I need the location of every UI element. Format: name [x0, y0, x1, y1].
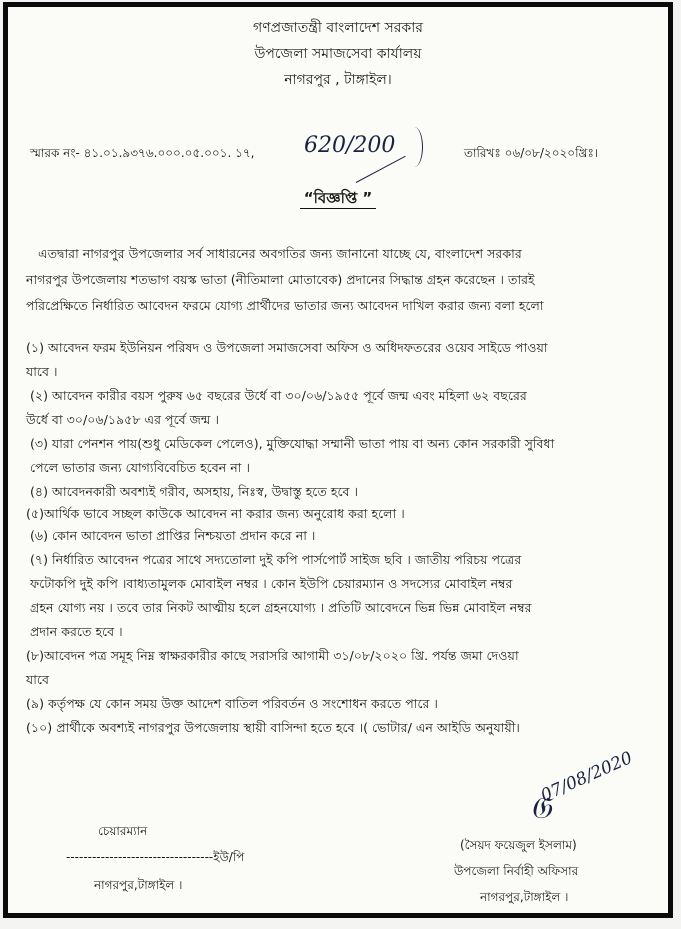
officer-name: (সৈয়দ ফয়েজুল ইসলাম) — [460, 838, 577, 852]
chairman-location: নাগরপুর,টাঙ্গাইল । — [94, 878, 183, 892]
item-9: (৯) কর্তৃপক্ষ যে কোন সময় উক্ত আদেশ বাতিল পরিবর্তন ও সংশোধন করতে পারে । — [26, 696, 438, 711]
item-5: (৫)আর্থিক ভাবে সচ্ছল কাউকে আবেদন না করার জন্য অনুরোধ করা হলো । — [26, 506, 405, 521]
chairman-title: চেয়ারম্যান — [98, 824, 148, 838]
item-2-line-2: উর্ধে বা ৩০/০৬/১৯৫৮ এর পূর্বে জন্ম । — [26, 412, 219, 427]
item-3-line-2: পেলে ভাতার জন্য যোগ্যবিবেচিত হবেন না । — [30, 460, 250, 475]
notice-title: “বিজ্ঞপ্তি ” — [8, 187, 668, 212]
item-1-line-1: (১) আবেদন ফরম ইউনিয়ন পরিষদ ও উপজেলা সমাজসেবা অফিস ও অধিদফতরের ওয়েব সাইডে পাওয়া — [26, 340, 548, 355]
union-parishad-line: ----------------------------------ইউ/পি — [66, 850, 245, 864]
item-8-line-2: যাবে — [26, 672, 49, 687]
handwritten-stroke — [356, 156, 406, 183]
signature-scribble: 𝔊 — [530, 791, 552, 826]
notice-date: তারিখঃ ০৬/০৮/২০২০খ্রিঃ। — [464, 146, 599, 160]
item-7-line-2: ফটোকপি দুই কপি ।বাধ্যতামুলক মোবাইল নম্বর । কোন ইউপি চেয়ারম্যান ও সদস্যের মোবাইল নম্বর — [30, 576, 513, 591]
memo-number — [30, 145, 255, 165]
item-3-line-1: (৩) যারা পেনশন পায়(শুধু মেডিকেল পেলেও), মুক্তিযোদ্ধা সম্মানী ভাতা পায় বা অন্য কোন সরকারী সুবিধা — [30, 436, 555, 451]
item-4: (৪) আবেদনকারী অবশ্যই গরীব, অসহায়, নিঃস্ব, উদ্বাস্তু হতে হবে । — [30, 484, 359, 499]
memo-label: স্মারক নং- ৪১.০১.৯৩৭৬.০০০.০৫.০০১. ১৭, — [30, 146, 255, 160]
handwritten-signature-date: 07/08/2020 — [537, 748, 636, 807]
item-2-line-1: (২) আবেদন কারীর বয়স পুরুষ ৬৫ বছরের উর্ধে বা ৩০/০৬/১৯৫৫ পূর্বে জন্ম এবং মহিলা ৬২ বছরের — [30, 388, 527, 403]
item-7-line-3: গ্রহন যোগ্য নয় । তবে তার নিকট আত্মীয় হলে গ্রহনযোগ্য । প্রতিটি আবেদনে ভিন্ন ভিন্ন মোবাইল নম্বর — [30, 600, 532, 615]
intro-line-1: এতদ্বারা নাগরপুর উপজেলার সর্ব সাধারনের অবগতির জন্য জানানো যাচ্ছে যে, বাংলাদেশ সরকার — [38, 246, 522, 261]
item-8-line-1: (৮)আবেদন পত্র সমূহ নিম্ন স্বাক্ষরকারীর কাছে সরাসরি আগামী ৩১/০৮/২০২০ খ্রি. পর্যন্ত জমা দেওয়া — [26, 648, 519, 663]
intro-line-2: নাগরপুর উপজেলায় শতভাগ বয়স্ক ভাতা (নীতিমালা মোতাবেক) প্রদানের সিদ্ধান্ত গ্রহন করেছেন । তারই — [26, 272, 535, 287]
office-name: উপজেলা সমাজসেবা কার্যালয় — [254, 46, 422, 62]
office-location: নাগরপুর , টাঙ্গাইল। — [284, 72, 392, 88]
handwritten-bracket — [406, 127, 423, 167]
item-7-line-4: প্রদান করতে হবে । — [30, 624, 123, 639]
item-6: (৬) কোন আবেদন ভাতা প্রাপ্তির নিশ্চয়তা প্রদান করে না । — [30, 528, 316, 543]
intro-line-3: পরিপ্রেক্ষিতে নির্ধারিত আবেদন ফরমে যোগ্য প্রার্থীদের ভাতার জন্য আবেদন দাখিল করার জন্য বলা হলো — [26, 298, 544, 313]
government-header: গণপ্রজাতন্ত্রী বাংলাদেশ সরকার — [253, 20, 423, 36]
officer-location: নাগরপুর,টাঙ্গাইল । — [480, 890, 569, 904]
item-1-line-2: যাবে । — [26, 364, 58, 379]
handwritten-memo-number: 620/200 — [304, 133, 396, 158]
officer-designation: উপজেলা নির্বাহী অফিসার — [454, 864, 579, 878]
item-10: (১০) প্রার্থীকে অবশ্যই নাগরপুর উপজেলায় স্থায়ী বাসিন্দা হতে হবে ।( ভোটার/ এন আইডি অনুযায়ী। — [26, 720, 520, 735]
notice-document — [3, 2, 673, 918]
item-7-line-1: (৭) নির্ধারিত আবেদন পত্রের সাথে সদ্যতোলা দুই কপি পার্সপোর্ট সাইজ ছবি । জাতীয় পরিচয় পত্রের — [30, 552, 522, 567]
